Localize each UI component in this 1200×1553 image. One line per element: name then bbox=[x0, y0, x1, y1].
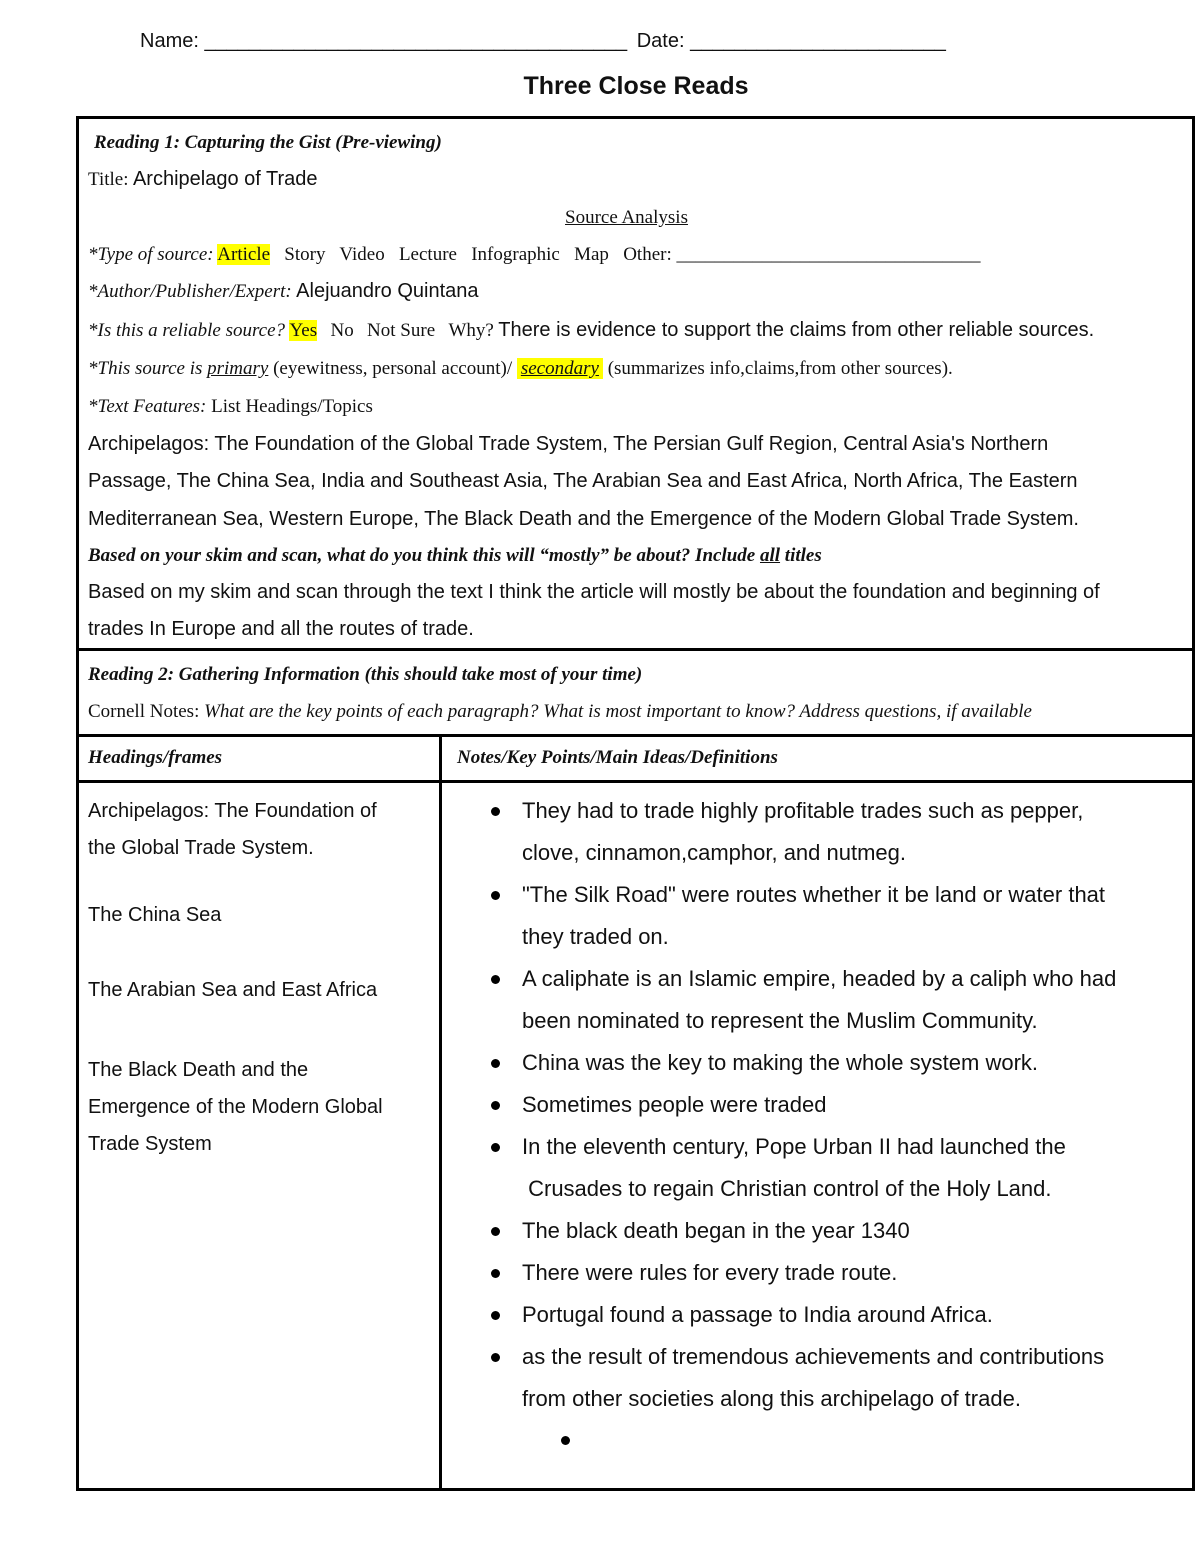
author-value: Alejuandro Quintana bbox=[296, 280, 479, 302]
divider-table-header bbox=[76, 780, 1195, 783]
primary-option[interactable]: primary bbox=[207, 358, 269, 379]
title-value: Archipelago of Trade bbox=[132, 168, 318, 190]
page-title: Three Close Reads bbox=[523, 72, 749, 100]
author-row bbox=[88, 280, 479, 303]
divider-reading2 bbox=[76, 648, 1195, 651]
note-item: "The Silk Road" were routes whether it be land or water that they traded on. bbox=[488, 874, 1188, 958]
note-item: There were rules for every trade route. bbox=[488, 1252, 1188, 1294]
note-item: A caliphate is an Islamic empire, headed by a caliph who had been nominated to represent the Muslim Community. bbox=[488, 958, 1188, 1042]
notes-list bbox=[488, 790, 1188, 1420]
cornell-label: Cornell Notes: bbox=[88, 701, 200, 722]
note-item: Sometimes people were traded bbox=[488, 1084, 1188, 1126]
heading-frame-3: The Arabian Sea and East Africa bbox=[88, 979, 378, 1001]
text-features-row bbox=[88, 396, 373, 418]
text-features-value: List Headings/Topics bbox=[211, 396, 373, 417]
heading-frame-4: The Black Death and the Emergence of the Modern Global Trade System bbox=[88, 1059, 383, 1155]
type-option-story[interactable]: Story bbox=[284, 244, 326, 265]
headings-list-line-3: Mediterranean Sea, Western Europe, The Black Death and the Emergence of the Modern Global Trade System. bbox=[88, 508, 1079, 530]
date-blank[interactable]: _______________________ bbox=[690, 30, 946, 52]
primary-secondary-row bbox=[88, 358, 953, 380]
mostly-about-prompt: Based on your skim and scan, what do you think this will “mostly” be about? Include all titles bbox=[88, 545, 822, 566]
type-of-source-row bbox=[88, 244, 980, 266]
type-other-blank[interactable]: ________________________________ bbox=[676, 244, 981, 265]
heading-frame-2: The China Sea bbox=[88, 904, 222, 926]
note-item: They had to trade highly profitable trades such as pepper, clove, cinnamon,camphor, and nutmeg. bbox=[488, 790, 1188, 874]
type-option-article[interactable]: Article bbox=[217, 244, 271, 265]
author-label: *Author/Publisher/Expert: bbox=[88, 281, 292, 302]
reliable-row bbox=[88, 319, 1094, 342]
mostly-about-answer-line-1: Based on my skim and scan through the text I think the article will mostly be about the foundation and beginning of bbox=[88, 581, 1100, 603]
headings-list-line-1: Archipelagos: The Foundation of the Global Trade System, The Persian Gulf Region, Central Asia's Northern bbox=[88, 433, 1049, 455]
type-option-infographic[interactable]: Infographic bbox=[471, 244, 560, 265]
text-features-label: *Text Features: bbox=[88, 396, 207, 417]
name-blank[interactable]: ______________________________________ bbox=[204, 30, 628, 52]
reliable-label: *Is this a reliable source? bbox=[88, 320, 286, 341]
column-divider bbox=[439, 734, 442, 1491]
primary-prefix: *This source is bbox=[88, 358, 203, 379]
reading2-heading: Reading 2: Gathering Information (this should take most of your time) bbox=[88, 664, 643, 685]
secondary-description: (summarizes info,claims,from other sources). bbox=[607, 358, 953, 379]
column-header-notes: Notes/Key Points/Main Ideas/Definitions bbox=[457, 747, 778, 768]
type-option-lecture[interactable]: Lecture bbox=[398, 244, 457, 265]
cornell-notes-row bbox=[88, 701, 1032, 723]
why-value: There is evidence to support the claims from other reliable sources. bbox=[498, 319, 1095, 341]
secondary-option[interactable]: secondary bbox=[517, 358, 603, 379]
why-label: Why? bbox=[448, 320, 494, 341]
reliable-no[interactable]: No bbox=[330, 320, 354, 341]
divider-table-top bbox=[76, 734, 1195, 737]
note-item: In the eleventh century, Pope Urban II had launched the Crusades to regain Christian control of the Holy Land. bbox=[488, 1126, 1188, 1210]
reliable-not-sure[interactable]: Not Sure bbox=[367, 320, 436, 341]
note-item: Portugal found a passage to India around Africa. bbox=[488, 1294, 1188, 1336]
note-item: The black death began in the year 1340 bbox=[488, 1210, 1188, 1252]
heading-frame-1: Archipelagos: The Foundation of the Global Trade System. bbox=[88, 800, 377, 859]
type-label: *Type of source: bbox=[88, 244, 214, 265]
name-label: Name: bbox=[140, 30, 199, 52]
column-header-headings: Headings/frames bbox=[88, 747, 223, 768]
reading1-heading: Reading 1: Capturing the Gist (Pre-viewing) bbox=[94, 132, 442, 153]
title-row bbox=[88, 168, 318, 191]
reliable-yes[interactable]: Yes bbox=[289, 320, 318, 341]
type-option-other[interactable]: Other: bbox=[623, 244, 672, 265]
headings-list-line-2: Passage, The China Sea, India and Southeast Asia, The Arabian Sea and East Africa, North Africa, The Eastern bbox=[88, 470, 1078, 492]
source-analysis-heading: Source Analysis bbox=[565, 207, 688, 228]
cornell-prompt: What are the key points of each paragraph? What is most important to know? Address questions, if available bbox=[204, 701, 1032, 722]
note-item: China was the key to making the whole system work. bbox=[488, 1042, 1188, 1084]
type-option-map[interactable]: Map bbox=[574, 244, 609, 265]
mostly-about-answer-line-2: trades In Europe and all the routes of trade. bbox=[88, 618, 474, 640]
title-label: Title: bbox=[88, 169, 129, 190]
type-option-video[interactable]: Video bbox=[339, 244, 385, 265]
name-row bbox=[140, 30, 946, 53]
empty-bullet-icon bbox=[561, 1436, 570, 1445]
note-item: as the result of tremendous achievements and contributions from other societies along this archipelago of trade. bbox=[488, 1336, 1188, 1420]
primary-description: (eyewitness, personal account)/ bbox=[273, 358, 513, 379]
date-label: Date: bbox=[636, 30, 685, 52]
